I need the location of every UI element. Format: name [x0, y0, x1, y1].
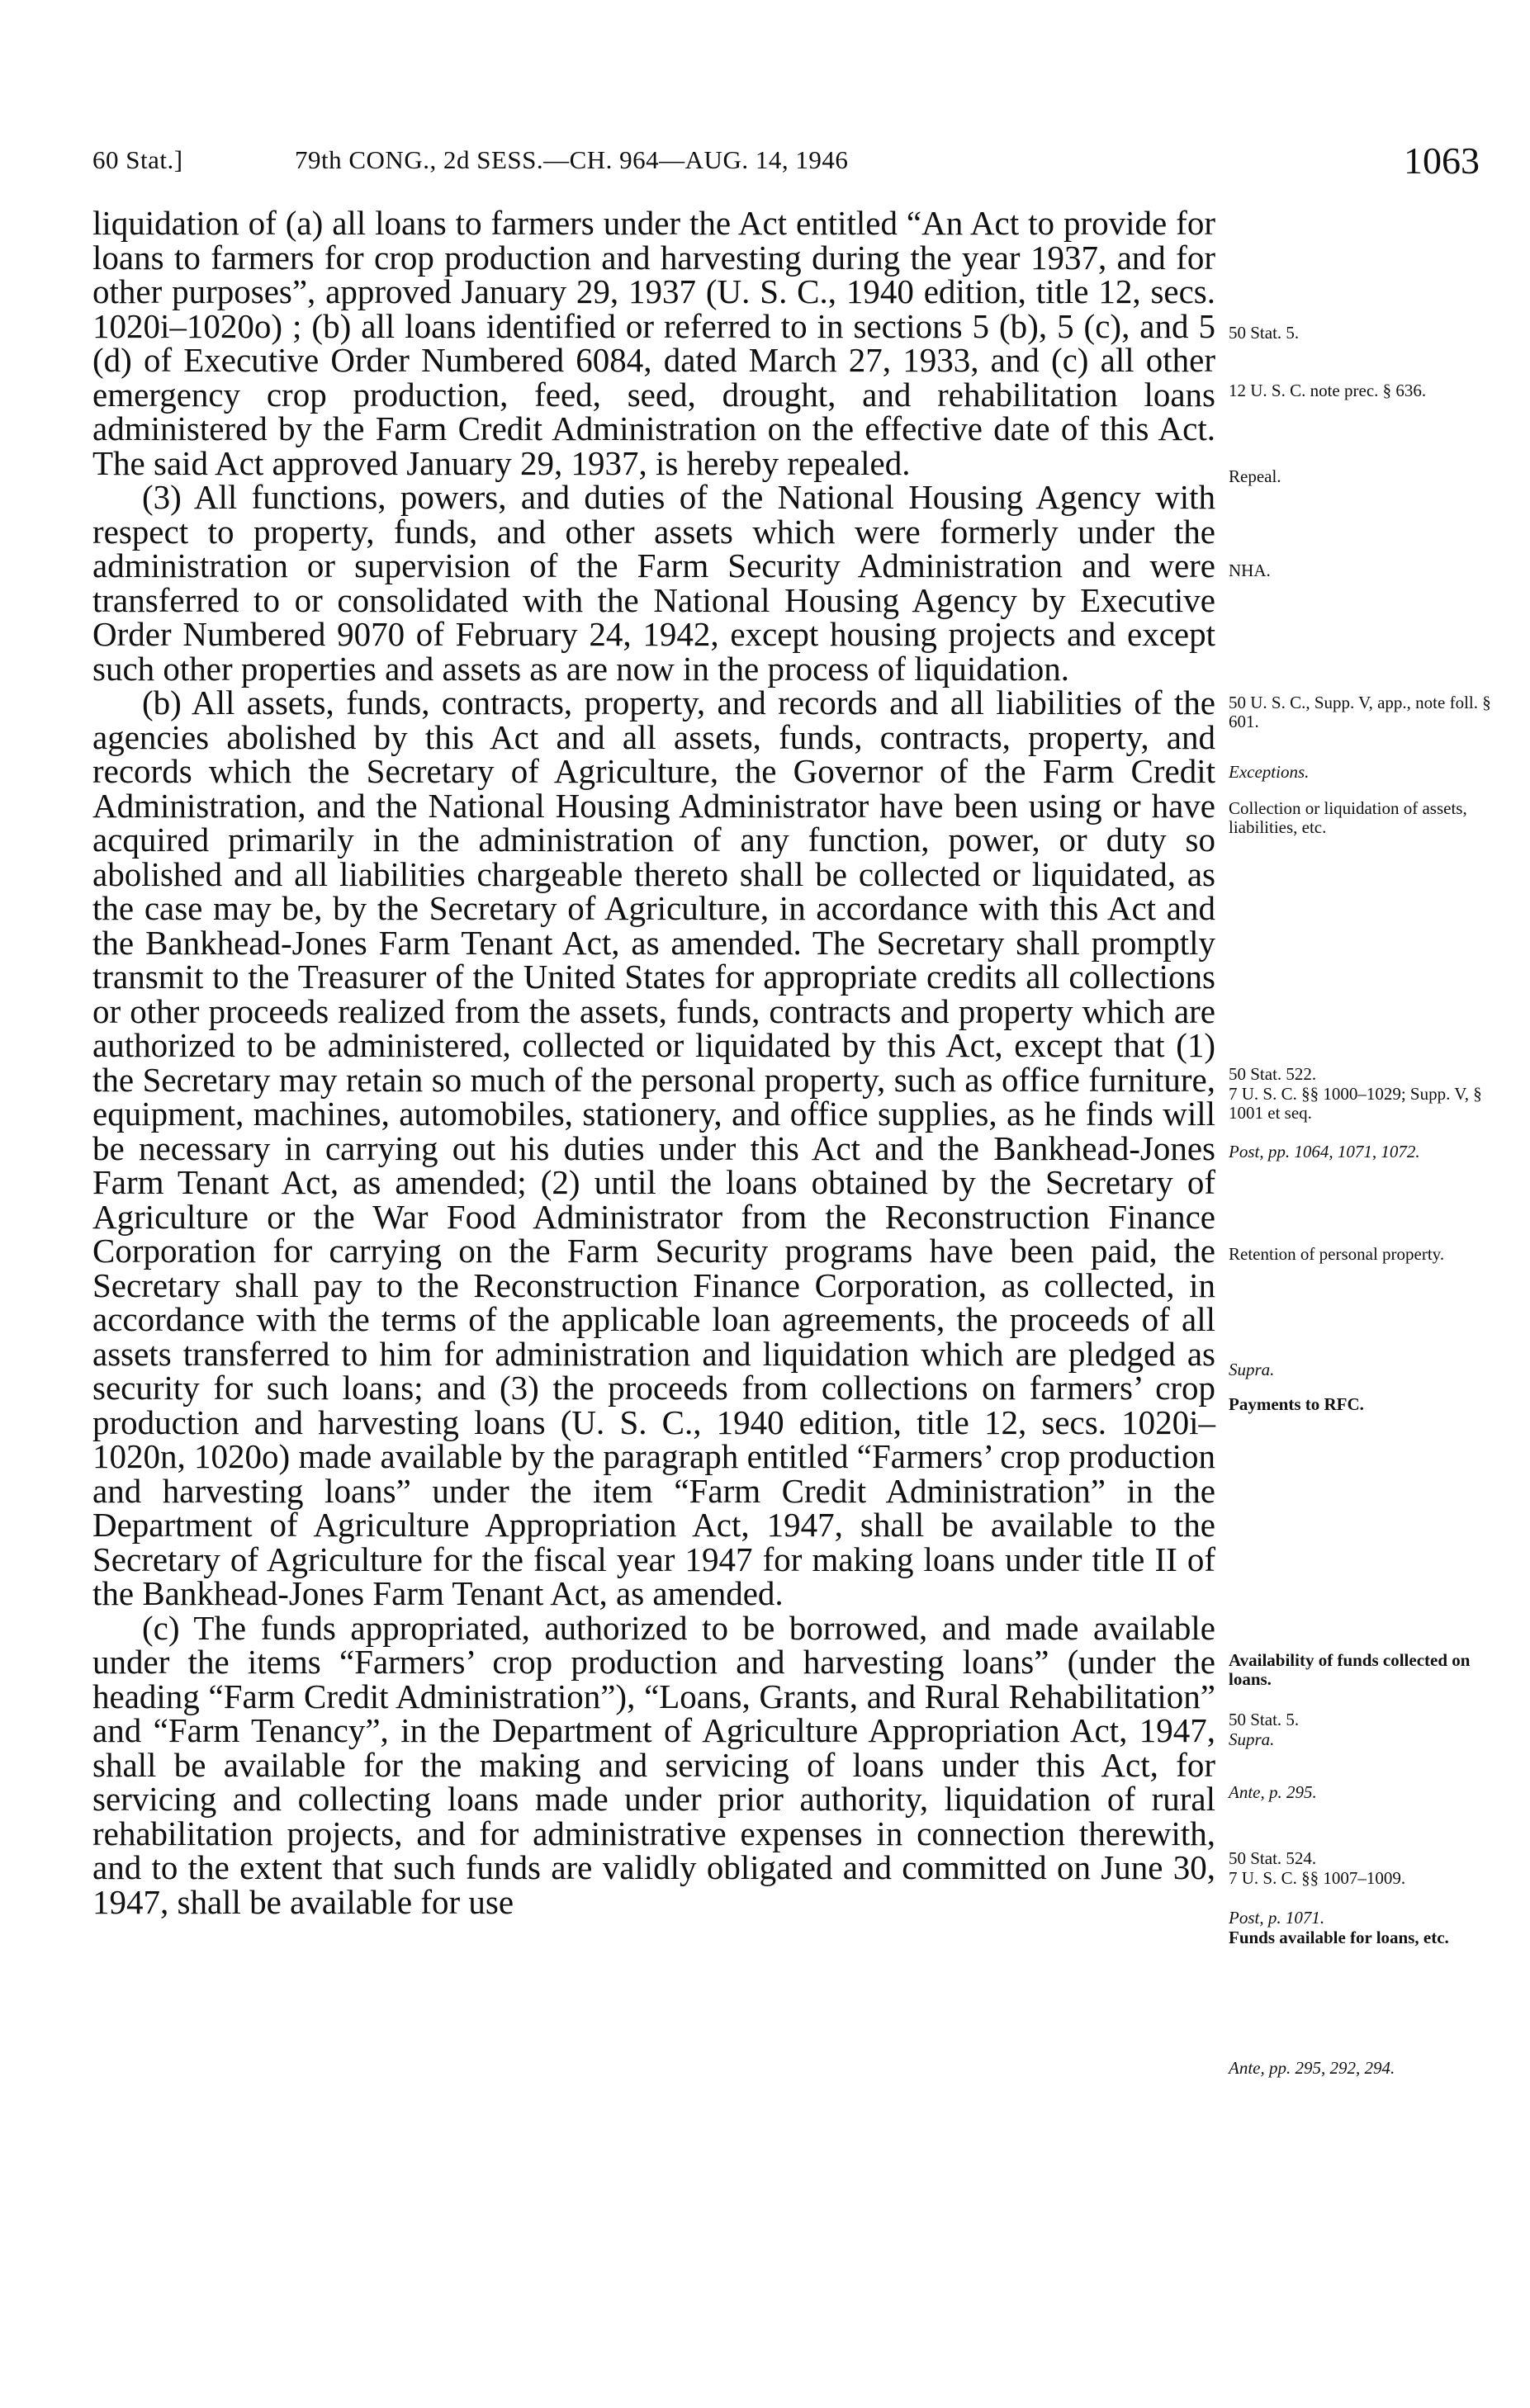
margin-note: Availability of funds collected on loans. — [1229, 1650, 1471, 1689]
paragraph-continuation: liquidation of (a) all loans to farmers under the Act entitled “An Act to provide for loans to farmers for crop production and harvesting during the year 1937, and for other purposes”, approved January 29, 1937 (U. S. C., 1940 edition, title 12, secs. 1020i–1020o) ; (b) all loans identified or referred to in sections 5 (b), 5 (c), and 5 (d) of Executive Order Numbered 6084, dated March 27, 1933, and (c) all other emergency crop production, feed, seed, drought, and rehabilitation loans administered by the Farm Credit Administration on the effective date of this Act. The said Act approved January 29, 1937, is hereby repealed. — [92, 204, 1215, 482]
margin-note: Repeal. — [1229, 466, 1281, 486]
paragraph-3: (3) All functions, powers, and duties of the National Housing Agency with respect to property, funds, and other assets which were formerly under the administration or supervision of the Farm Security Administration and were transferred to or consolidated with the National Housing Agency by Executive Order Numbered 9070 of February 24, 1942, except housing projects and except such other properties and assets as are now in the process of liquidation. — [92, 478, 1215, 688]
margin-note: 7 U. S. C. §§ 1000–1029; Supp. V, § 1001 et seq. — [1229, 1084, 1482, 1123]
running-head: 79th CONG., 2d SESS.—CH. 964—AUG. 14, 1946 — [295, 145, 849, 174]
margin-note: 50 Stat. 524. — [1229, 1848, 1317, 1868]
margin-note: Ante, pp. 295, 292, 294. — [1229, 2058, 1395, 2078]
margin-note: 50 Stat. 5. — [1229, 1710, 1300, 1729]
margin-note: Post, p. 1071. — [1229, 1908, 1325, 1928]
margin-note: Exceptions. — [1229, 762, 1310, 782]
statute-volume-reference: 60 Stat.] — [92, 145, 183, 174]
margin-note: 50 U. S. C., Supp. V, app., note foll. § 601. — [1229, 693, 1491, 731]
margin-note: NHA. — [1229, 561, 1271, 580]
margin-note: Supra. — [1229, 1729, 1275, 1749]
margin-note: 50 Stat. 5. — [1229, 323, 1300, 343]
margin-note: Funds available for loans, etc. — [1229, 1928, 1449, 1947]
paragraph-b: (b) All assets, funds, contracts, property, and records and all liabilities of the agencies abolished by this Act and all assets, funds, contracts, property, and records which the Secretary of Agriculture, the Governor of the Farm Credit Administration, and the National Housing Administrator have been using or have acquired primarily in the administration of any function, power, or duty so abolished and all liabilities chargeable thereto shall be collected or liquidated, as the case may be, by the Secretary of Agriculture, in accordance with this Act and the Bankhead-Jones Farm Tenant Act, as amended. The Secretary shall promptly transmit to the Treasurer of the United States for appropriate credits all collections or other proceeds realized from the assets, funds, contracts and property which are authorized to be administered, collected or liquidated by this Act, except that (1) the Secretary may retain so much of the personal property, such as office furniture, equipment, machines, automobiles, stationery, and office supplies, as he finds will be necessary in carrying out his duties under this Act and the Bankhead-Jones Farm Tenant Act, as amended; (2) until the loans obtained by the Secretary of Agriculture or the War Food Administrator from the Reconstruction Finance Corporation for carrying on the Farm Security programs have been paid, the Secretary shall pay to the Reconstruction Finance Corporation, as collected, in accordance with the terms of the applicable loan agreements, the proceeds of all assets transferred to him for administration and liquidation which are pledged as security for such loans; and (3) the proceeds from collections on farmers’ crop production and harvesting loans (U. S. C., 1940 edition, title 12, secs. 1020i–1020n, 1020o) made available by the paragraph entitled “Farmers’ crop production and harvesting loans” under the item “Farm Credit Administration” in the Department of Agriculture Appropriation Act, 1947, shall be available to the Secretary of Agriculture for the fiscal year 1947 for making loans under title II of the Bankhead-Jones Farm Tenant Act, as amended. — [92, 684, 1215, 1612]
paragraph-c: (c) The funds appropriated, authorized to be borrowed, and made available under the items “Farmers’ crop production and harvesting loans” (under the heading “Farm Credit Administration”), “Loans, Grants, and Rural Rehabilitation” and “Farm Tenancy”, in the Department of Agriculture Appropriation Act, 1947, shall be available for the making and servicing of loans under this Act, for servicing and collecting loans made under prior authority, liquidation of rural rehabilitation projects, and for administrative expenses in connection therewith, and to the extent that such funds are validly obligated and committed on June 30, 1947, shall be available for use — [92, 1608, 1215, 1921]
margin-note: 50 Stat. 522. — [1229, 1064, 1317, 1084]
margin-note: Collection or liquidation of assets, liabilities, etc. — [1229, 798, 1467, 837]
page-header — [92, 139, 1480, 188]
margin-note: Ante, p. 295. — [1229, 1782, 1317, 1802]
margin-note: Payments to RFC. — [1229, 1394, 1364, 1414]
page-number: 1063 — [1404, 140, 1480, 182]
margin-note: 12 U. S. C. note prec. § 636. — [1229, 381, 1427, 400]
main-text — [92, 206, 1215, 1919]
margin-note: 7 U. S. C. §§ 1007–1009. — [1229, 1868, 1406, 1888]
margin-note: Supra. — [1229, 1360, 1275, 1379]
margin-note: Retention of personal property. — [1229, 1244, 1445, 1264]
margin-note: Post, pp. 1064, 1071, 1072. — [1229, 1142, 1420, 1161]
